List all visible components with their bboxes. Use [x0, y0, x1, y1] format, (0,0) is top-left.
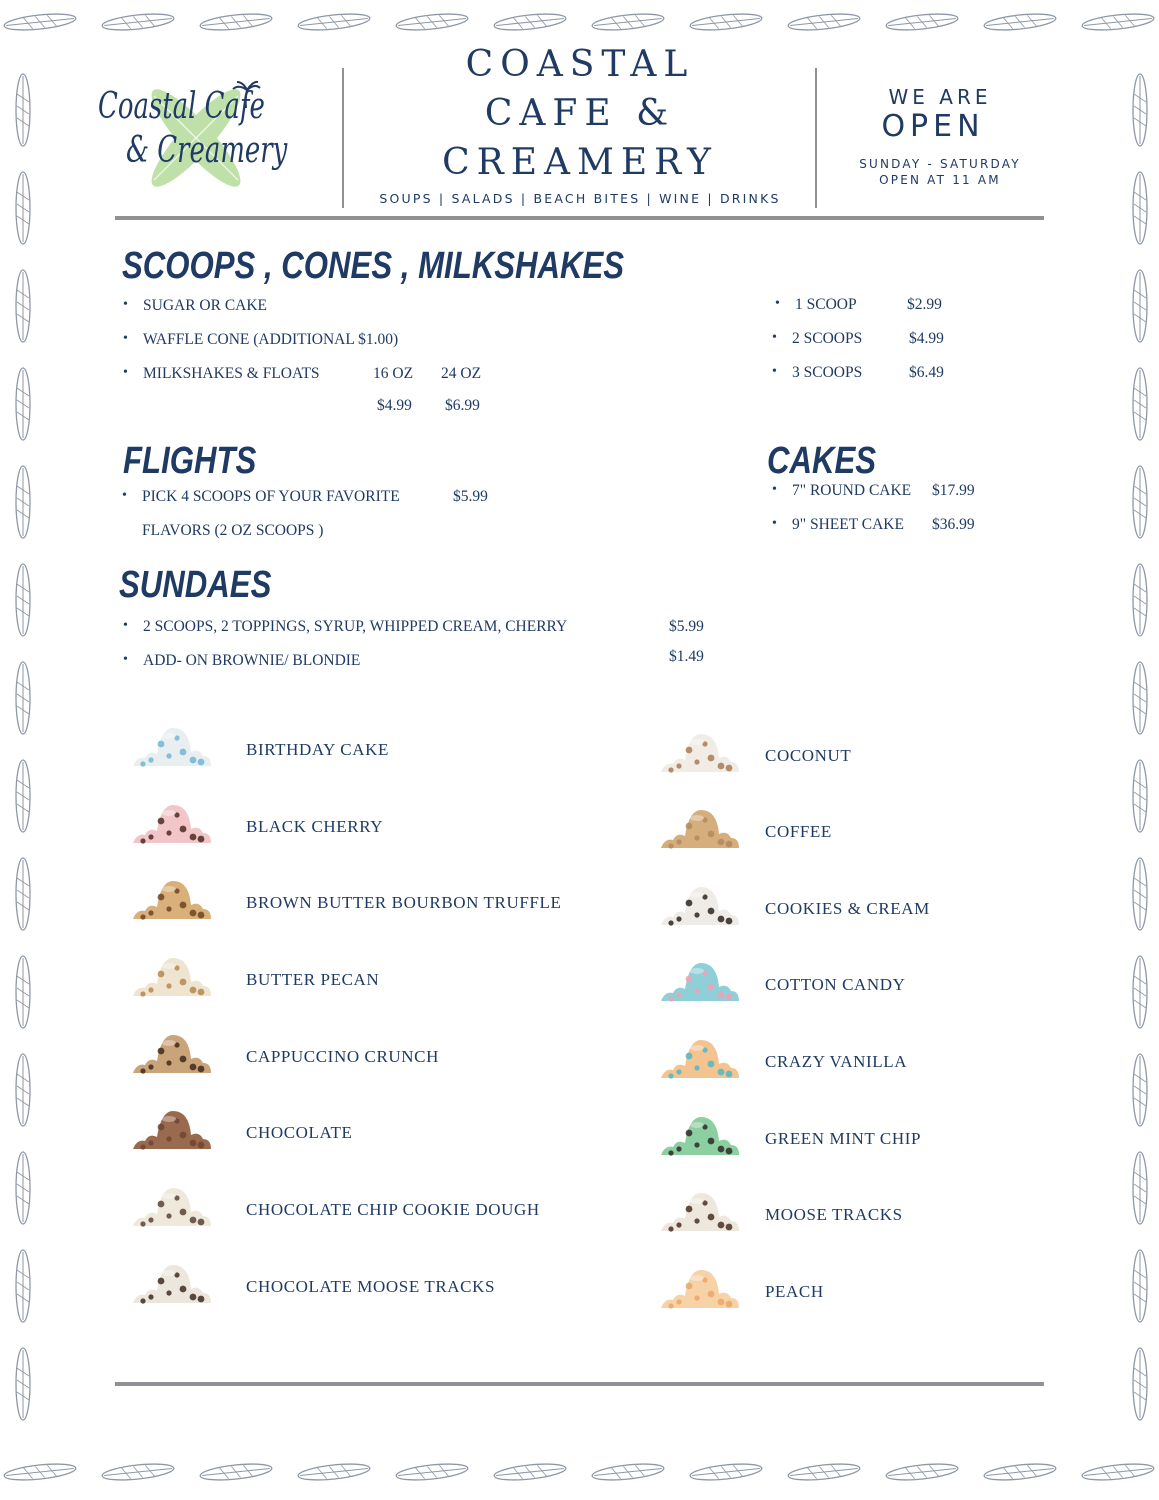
surfboard-icon [12, 1248, 34, 1324]
surfboard-icon [1129, 366, 1151, 442]
surfboard-icon [786, 11, 862, 33]
open-hours: OPEN AT 11 AM [879, 173, 1001, 187]
surfboard-icon [2, 1461, 78, 1483]
flavor-name: COCONUT [765, 746, 852, 765]
surfboard-icon [2, 11, 78, 33]
ice-cream-scoop-icon [659, 1264, 741, 1312]
surfboard-icon [394, 11, 470, 33]
surfboard-icon [982, 11, 1058, 33]
surfboard-icon [12, 170, 34, 246]
scoop-price-value-3: $6.49 [909, 364, 944, 381]
ice-cream-scoop-icon [131, 875, 213, 923]
ice-cream-scoop-icon [659, 957, 741, 1005]
page-title [345, 40, 815, 187]
surfboard-icon [1129, 464, 1151, 540]
surfboard-icon [688, 1461, 764, 1483]
top-divider [115, 216, 1044, 220]
shake-size-16: 16 OZ [373, 365, 414, 382]
surfboard-icon [1129, 660, 1151, 736]
scoops-item-3: • MILKSHAKES & FLOATS [143, 365, 320, 383]
cake-label-1: • 7" ROUND CAKE [792, 482, 911, 500]
cake-price-1: $17.99 [932, 482, 975, 499]
ice-cream-scoop-icon [659, 804, 741, 852]
ice-cream-scoop-icon [659, 1111, 741, 1159]
flavor-name: CHOCOLATE CHIP COOKIE DOUGH [246, 1200, 540, 1219]
flavor-name: GREEN MINT CHIP [765, 1129, 922, 1148]
flavor-name: COOKIES & CREAM [765, 899, 930, 918]
surfboard-icon [198, 1461, 274, 1483]
cake-label-2: • 9" SHEET CAKE [792, 516, 904, 534]
surfboard-icon [100, 11, 176, 33]
flavor-name: PEACH [765, 1282, 824, 1301]
surfboard-icon [12, 856, 34, 932]
shake-size-24: 24 OZ [441, 365, 482, 382]
ice-cream-scoop-icon [659, 728, 741, 776]
surfboard-icon [786, 1461, 862, 1483]
ice-cream-scoop-icon [131, 722, 213, 770]
flavor-name: CHOCOLATE MOOSE TRACKS [246, 1277, 496, 1296]
logo-line-2: & Creamery [126, 130, 288, 171]
open-status [820, 84, 1060, 188]
flavor-name: COTTON CANDY [765, 975, 906, 994]
title-line-3: CREAMERY [442, 142, 718, 183]
surfboard-icon [296, 11, 372, 33]
scoop-price-label-3: • 3 SCOOPS [792, 364, 862, 382]
surfboard-icon [1129, 1052, 1151, 1128]
scoop-price-label-1: • 1 SCOOP [795, 296, 857, 314]
open-line-2: OPEN [881, 109, 985, 144]
surfboard-icon [12, 758, 34, 834]
scoop-price-value-1: $2.99 [907, 296, 942, 313]
flights-heading: FLIGHTS [123, 440, 257, 482]
surfboard-icon [12, 366, 34, 442]
surfboard-icon [884, 1461, 960, 1483]
surfboard-icon [12, 660, 34, 736]
surfboard-icon [12, 1346, 34, 1422]
surfboard-icon [12, 72, 34, 148]
surfboard-icon [1080, 11, 1156, 33]
surfboard-icon [492, 1461, 568, 1483]
surfboard-icon [12, 954, 34, 1030]
scoop-price-label-2: • 2 SCOOPS [792, 330, 862, 348]
surfboard-icon [1129, 758, 1151, 834]
surfboard-icon [394, 1461, 470, 1483]
surfboard-icon [1129, 856, 1151, 932]
surfboard-icon [982, 1461, 1058, 1483]
header-subtitle: SOUPS | SALADS | BEACH BITES | WINE | DRINKS [379, 191, 781, 206]
title-line-2: CAFE & [484, 93, 676, 134]
ice-cream-scoop-icon [659, 1187, 741, 1235]
surfboard-icon [1129, 562, 1151, 638]
surfboard-icon [12, 464, 34, 540]
shake-price-16: $4.99 [377, 397, 412, 414]
open-line-1: WE ARE [888, 85, 992, 109]
surfboard-icon [590, 1461, 666, 1483]
flavor-name: BROWN BUTTER BOURBON TRUFFLE [246, 893, 562, 912]
surfboard-icon [492, 11, 568, 33]
flavor-name: CRAZY VANILLA [765, 1052, 908, 1071]
surfboard-icon [884, 11, 960, 33]
surfboard-icon [1129, 268, 1151, 344]
surfboard-icon [1129, 170, 1151, 246]
ice-cream-scoop-icon [131, 1182, 213, 1230]
sundae-label-1: • 2 SCOOPS, 2 TOPPINGS, SYRUP, WHIPPED CREAM, CHERRY [143, 618, 567, 636]
surfboard-icon [296, 1461, 372, 1483]
scoop-price-value-2: $4.99 [909, 330, 944, 347]
flights-price: $5.99 [453, 488, 488, 505]
surfboard-icon [12, 1150, 34, 1226]
surfboard-icon [12, 1052, 34, 1128]
cakes-heading: CAKES [767, 440, 877, 482]
surfboard-icon [1129, 1346, 1151, 1422]
bottom-divider [115, 1382, 1044, 1386]
ice-cream-scoop-icon [131, 1259, 213, 1307]
ice-cream-scoop-icon [131, 1029, 213, 1077]
ice-cream-scoop-icon [659, 1034, 741, 1082]
surfboard-icon [590, 11, 666, 33]
scoops-item-1: • SUGAR OR CAKE [143, 297, 267, 315]
ice-cream-scoop-icon [659, 881, 741, 929]
surfboard-icon [12, 562, 34, 638]
shake-price-24: $6.99 [445, 397, 480, 414]
flavor-name: BLACK CHERRY [246, 817, 384, 836]
logo [96, 72, 306, 202]
flavor-name: BIRTHDAY CAKE [246, 740, 389, 759]
sundae-price-1: $5.99 [669, 618, 704, 635]
flavor-name: COFFEE [765, 822, 832, 841]
header-divider-left [342, 68, 344, 208]
logo-line-1: Coastal Cafe [98, 86, 265, 127]
title-line-1: COASTAL [465, 44, 695, 85]
sundae-price-2: $1.49 [669, 648, 704, 665]
surfboard-icon [688, 11, 764, 33]
surfboard-icon [1129, 954, 1151, 1030]
surfboard-icon [12, 268, 34, 344]
ice-cream-scoop-icon [131, 1105, 213, 1153]
flavor-name: BUTTER PECAN [246, 970, 380, 989]
open-days: SUNDAY - SATURDAY [859, 157, 1021, 171]
sundaes-heading: SUNDAES [119, 564, 272, 606]
ice-cream-scoop-icon [131, 952, 213, 1000]
sundae-label-2: • ADD- ON BROWNIE/ BLONDIE [143, 652, 360, 670]
surfboard-icon [1129, 72, 1151, 148]
cake-price-2: $36.99 [932, 516, 975, 533]
flavor-name: MOOSE TRACKS [765, 1205, 903, 1224]
scoops-item-2: • WAFFLE CONE (ADDITIONAL $1.00) [143, 331, 398, 349]
flavor-name: CHOCOLATE [246, 1123, 353, 1142]
surfboard-icon [1129, 1150, 1151, 1226]
ice-cream-scoop-icon [131, 799, 213, 847]
surfboard-icon [100, 1461, 176, 1483]
scoops-heading: SCOOPS , CONES , MILKSHAKES [122, 245, 625, 287]
surfboard-icon [1129, 1248, 1151, 1324]
flavor-name: CAPPUCCINO CRUNCH [246, 1047, 439, 1066]
surfboard-icon [1080, 1461, 1156, 1483]
surfboard-icon [198, 11, 274, 33]
flights-line-1: • PICK 4 SCOOPS OF YOUR FAVORITE [142, 488, 400, 506]
flights-line-2: FLAVORS (2 OZ SCOOPS ) [142, 522, 324, 539]
